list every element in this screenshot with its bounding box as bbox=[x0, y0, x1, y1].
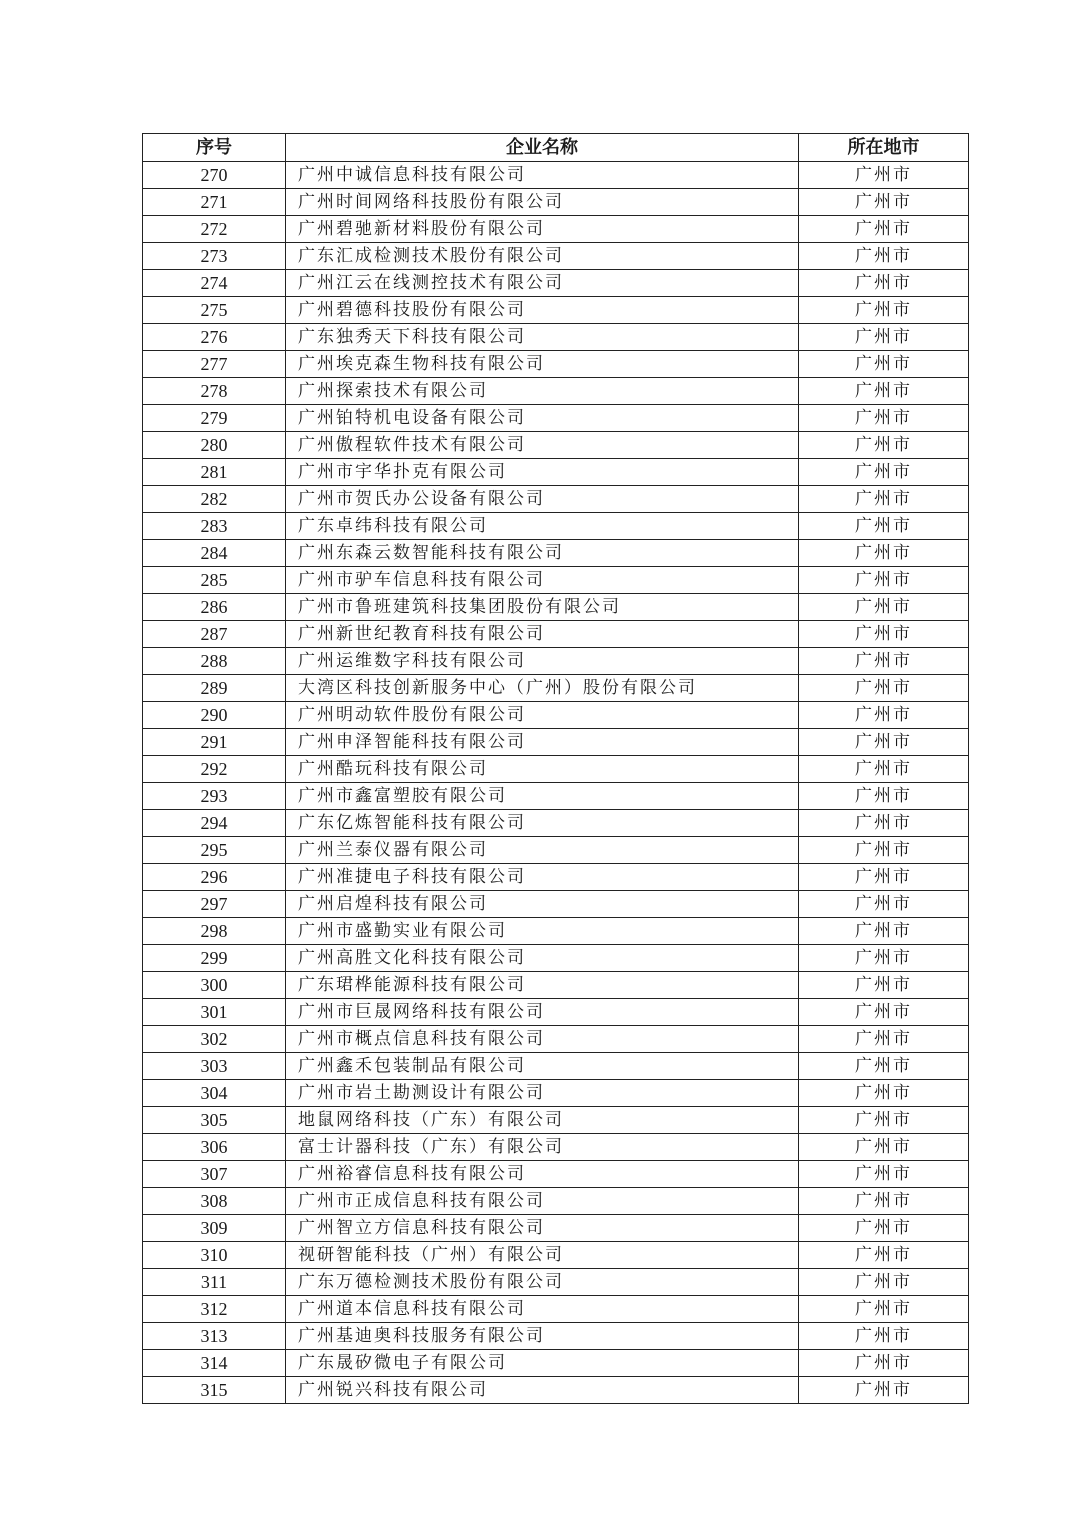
row-city: 广州市 bbox=[799, 648, 969, 675]
table-row bbox=[143, 297, 969, 324]
row-city: 广州市 bbox=[799, 1026, 969, 1053]
row-index: 271 bbox=[143, 189, 286, 216]
row-index: 294 bbox=[143, 810, 286, 837]
table-row bbox=[143, 432, 969, 459]
row-company-name: 广州裕睿信息科技有限公司 bbox=[286, 1161, 799, 1188]
table-row bbox=[143, 189, 969, 216]
company-list-table bbox=[142, 133, 969, 1404]
row-index: 299 bbox=[143, 945, 286, 972]
row-index: 289 bbox=[143, 675, 286, 702]
table-row bbox=[143, 540, 969, 567]
row-company-name: 广州碧德科技股份有限公司 bbox=[286, 297, 799, 324]
table-row bbox=[143, 1350, 969, 1377]
row-city: 广州市 bbox=[799, 810, 969, 837]
row-company-name: 广州兰泰仪器有限公司 bbox=[286, 837, 799, 864]
row-city: 广州市 bbox=[799, 594, 969, 621]
row-city: 广州市 bbox=[799, 837, 969, 864]
table-row bbox=[143, 486, 969, 513]
row-city: 广州市 bbox=[799, 459, 969, 486]
row-index: 305 bbox=[143, 1107, 286, 1134]
row-company-name: 广州鑫禾包装制品有限公司 bbox=[286, 1053, 799, 1080]
table-row bbox=[143, 1107, 969, 1134]
row-company-name: 广州酷玩科技有限公司 bbox=[286, 756, 799, 783]
header-index: 序号 bbox=[143, 134, 286, 162]
row-index: 295 bbox=[143, 837, 286, 864]
row-index: 276 bbox=[143, 324, 286, 351]
row-company-name: 广州铂特机电设备有限公司 bbox=[286, 405, 799, 432]
row-city: 广州市 bbox=[799, 1323, 969, 1350]
row-city: 广州市 bbox=[799, 162, 969, 189]
row-index: 297 bbox=[143, 891, 286, 918]
row-city: 广州市 bbox=[799, 1296, 969, 1323]
table-row bbox=[143, 621, 969, 648]
table-row bbox=[143, 1242, 969, 1269]
row-city: 广州市 bbox=[799, 1269, 969, 1296]
table-row bbox=[143, 459, 969, 486]
header-company-name: 企业名称 bbox=[286, 134, 799, 162]
row-index: 313 bbox=[143, 1323, 286, 1350]
row-city: 广州市 bbox=[799, 729, 969, 756]
row-company-name: 广州锐兴科技有限公司 bbox=[286, 1377, 799, 1404]
row-index: 292 bbox=[143, 756, 286, 783]
table-row bbox=[143, 1026, 969, 1053]
row-city: 广州市 bbox=[799, 783, 969, 810]
table-row bbox=[143, 1296, 969, 1323]
table-row bbox=[143, 162, 969, 189]
row-city: 广州市 bbox=[799, 918, 969, 945]
row-index: 303 bbox=[143, 1053, 286, 1080]
table-row bbox=[143, 864, 969, 891]
table-row bbox=[143, 1269, 969, 1296]
row-city: 广州市 bbox=[799, 189, 969, 216]
row-index: 291 bbox=[143, 729, 286, 756]
table-row bbox=[143, 351, 969, 378]
row-city: 广州市 bbox=[799, 621, 969, 648]
table-row bbox=[143, 1161, 969, 1188]
row-city: 广州市 bbox=[799, 513, 969, 540]
row-company-name: 广州高胜文化科技有限公司 bbox=[286, 945, 799, 972]
row-city: 广州市 bbox=[799, 216, 969, 243]
row-index: 290 bbox=[143, 702, 286, 729]
row-city: 广州市 bbox=[799, 891, 969, 918]
row-index: 304 bbox=[143, 1080, 286, 1107]
row-index: 307 bbox=[143, 1161, 286, 1188]
row-city: 广州市 bbox=[799, 432, 969, 459]
row-index: 298 bbox=[143, 918, 286, 945]
row-city: 广州市 bbox=[799, 1161, 969, 1188]
row-city: 广州市 bbox=[799, 378, 969, 405]
row-company-name: 广东珺桦能源科技有限公司 bbox=[286, 972, 799, 999]
row-index: 286 bbox=[143, 594, 286, 621]
row-city: 广州市 bbox=[799, 1134, 969, 1161]
row-city: 广州市 bbox=[799, 1080, 969, 1107]
table-row bbox=[143, 1134, 969, 1161]
table-row bbox=[143, 675, 969, 702]
table-row bbox=[143, 729, 969, 756]
table-row bbox=[143, 891, 969, 918]
table-row bbox=[143, 1080, 969, 1107]
row-city: 广州市 bbox=[799, 999, 969, 1026]
table-row bbox=[143, 702, 969, 729]
table-row bbox=[143, 756, 969, 783]
row-index: 301 bbox=[143, 999, 286, 1026]
row-company-name: 广州明动软件股份有限公司 bbox=[286, 702, 799, 729]
row-city: 广州市 bbox=[799, 567, 969, 594]
row-index: 300 bbox=[143, 972, 286, 999]
row-city: 广州市 bbox=[799, 540, 969, 567]
row-company-name: 广州东森云数智能科技有限公司 bbox=[286, 540, 799, 567]
row-city: 广州市 bbox=[799, 702, 969, 729]
row-company-name: 广州市鑫富塑胶有限公司 bbox=[286, 783, 799, 810]
row-company-name: 广东卓纬科技有限公司 bbox=[286, 513, 799, 540]
row-index: 310 bbox=[143, 1242, 286, 1269]
row-index: 275 bbox=[143, 297, 286, 324]
table-row bbox=[143, 270, 969, 297]
row-city: 广州市 bbox=[799, 486, 969, 513]
row-company-name: 广州市正成信息科技有限公司 bbox=[286, 1188, 799, 1215]
row-index: 277 bbox=[143, 351, 286, 378]
row-city: 广州市 bbox=[799, 1377, 969, 1404]
row-company-name: 广州市宇华扑克有限公司 bbox=[286, 459, 799, 486]
row-company-name: 地鼠网络科技（广东）有限公司 bbox=[286, 1107, 799, 1134]
row-company-name: 大湾区科技创新服务中心（广州）股份有限公司 bbox=[286, 675, 799, 702]
table-body bbox=[143, 162, 969, 1404]
table-row bbox=[143, 594, 969, 621]
row-city: 广州市 bbox=[799, 1215, 969, 1242]
row-index: 311 bbox=[143, 1269, 286, 1296]
table-row bbox=[143, 243, 969, 270]
table-row bbox=[143, 945, 969, 972]
table-row bbox=[143, 405, 969, 432]
row-company-name: 广州市贺氏办公设备有限公司 bbox=[286, 486, 799, 513]
row-city: 广州市 bbox=[799, 1107, 969, 1134]
row-company-name: 广州江云在线测控技术有限公司 bbox=[286, 270, 799, 297]
row-index: 296 bbox=[143, 864, 286, 891]
row-company-name: 广州市概点信息科技有限公司 bbox=[286, 1026, 799, 1053]
row-city: 广州市 bbox=[799, 1242, 969, 1269]
row-index: 293 bbox=[143, 783, 286, 810]
row-index: 284 bbox=[143, 540, 286, 567]
row-index: 279 bbox=[143, 405, 286, 432]
row-company-name: 广州时间网络科技股份有限公司 bbox=[286, 189, 799, 216]
row-company-name: 广州埃克森生物科技有限公司 bbox=[286, 351, 799, 378]
row-index: 302 bbox=[143, 1026, 286, 1053]
table-row bbox=[143, 216, 969, 243]
row-index: 314 bbox=[143, 1350, 286, 1377]
row-index: 306 bbox=[143, 1134, 286, 1161]
row-company-name: 广州市驴车信息科技有限公司 bbox=[286, 567, 799, 594]
row-index: 285 bbox=[143, 567, 286, 594]
row-city: 广州市 bbox=[799, 1053, 969, 1080]
table-row bbox=[143, 918, 969, 945]
table-row bbox=[143, 837, 969, 864]
row-index: 315 bbox=[143, 1377, 286, 1404]
row-index: 308 bbox=[143, 1188, 286, 1215]
row-company-name: 广州新世纪教育科技有限公司 bbox=[286, 621, 799, 648]
header-city: 所在地市 bbox=[799, 134, 969, 162]
row-company-name: 广东万德检测技术股份有限公司 bbox=[286, 1269, 799, 1296]
row-company-name: 广州启煌科技有限公司 bbox=[286, 891, 799, 918]
row-index: 282 bbox=[143, 486, 286, 513]
row-city: 广州市 bbox=[799, 675, 969, 702]
row-city: 广州市 bbox=[799, 324, 969, 351]
table-row bbox=[143, 783, 969, 810]
row-company-name: 广东独秀天下科技有限公司 bbox=[286, 324, 799, 351]
table-row bbox=[143, 972, 969, 999]
row-company-name: 广州探索技术有限公司 bbox=[286, 378, 799, 405]
row-city: 广州市 bbox=[799, 864, 969, 891]
row-city: 广州市 bbox=[799, 756, 969, 783]
row-city: 广州市 bbox=[799, 270, 969, 297]
row-index: 312 bbox=[143, 1296, 286, 1323]
row-index: 272 bbox=[143, 216, 286, 243]
row-company-name: 广州中诚信息科技有限公司 bbox=[286, 162, 799, 189]
table-row bbox=[143, 1053, 969, 1080]
table-row bbox=[143, 1215, 969, 1242]
row-company-name: 广州运维数字科技有限公司 bbox=[286, 648, 799, 675]
row-city: 广州市 bbox=[799, 1188, 969, 1215]
row-city: 广州市 bbox=[799, 405, 969, 432]
row-index: 270 bbox=[143, 162, 286, 189]
row-company-name: 广东晟矽微电子有限公司 bbox=[286, 1350, 799, 1377]
table-row bbox=[143, 1323, 969, 1350]
row-company-name: 广州市鲁班建筑科技集团股份有限公司 bbox=[286, 594, 799, 621]
row-city: 广州市 bbox=[799, 243, 969, 270]
row-company-name: 广州市巨晟网络科技有限公司 bbox=[286, 999, 799, 1026]
row-city: 广州市 bbox=[799, 1350, 969, 1377]
row-index: 283 bbox=[143, 513, 286, 540]
row-company-name: 广州申泽智能科技有限公司 bbox=[286, 729, 799, 756]
table-row bbox=[143, 513, 969, 540]
table-header-row bbox=[143, 134, 969, 162]
table-row bbox=[143, 324, 969, 351]
row-company-name: 广东亿炼智能科技有限公司 bbox=[286, 810, 799, 837]
row-index: 287 bbox=[143, 621, 286, 648]
row-company-name: 广州准捷电子科技有限公司 bbox=[286, 864, 799, 891]
row-index: 288 bbox=[143, 648, 286, 675]
row-company-name: 广州道本信息科技有限公司 bbox=[286, 1296, 799, 1323]
table-row bbox=[143, 1188, 969, 1215]
row-company-name: 广州碧驰新材料股份有限公司 bbox=[286, 216, 799, 243]
row-company-name: 广州市盛勤实业有限公司 bbox=[286, 918, 799, 945]
row-index: 278 bbox=[143, 378, 286, 405]
row-index: 274 bbox=[143, 270, 286, 297]
row-index: 281 bbox=[143, 459, 286, 486]
row-index: 273 bbox=[143, 243, 286, 270]
row-company-name: 广东汇成检测技术股份有限公司 bbox=[286, 243, 799, 270]
row-company-name: 广州基迪奥科技服务有限公司 bbox=[286, 1323, 799, 1350]
row-company-name: 视研智能科技（广州）有限公司 bbox=[286, 1242, 799, 1269]
row-index: 309 bbox=[143, 1215, 286, 1242]
table-row bbox=[143, 378, 969, 405]
table-row bbox=[143, 648, 969, 675]
table-row bbox=[143, 1377, 969, 1404]
row-city: 广州市 bbox=[799, 972, 969, 999]
row-company-name: 广州市岩土勘测设计有限公司 bbox=[286, 1080, 799, 1107]
table-row bbox=[143, 810, 969, 837]
row-city: 广州市 bbox=[799, 351, 969, 378]
row-index: 280 bbox=[143, 432, 286, 459]
row-city: 广州市 bbox=[799, 297, 969, 324]
row-company-name: 广州傲程软件技术有限公司 bbox=[286, 432, 799, 459]
row-city: 广州市 bbox=[799, 945, 969, 972]
table-row bbox=[143, 567, 969, 594]
row-company-name: 广州智立方信息科技有限公司 bbox=[286, 1215, 799, 1242]
row-company-name: 富士计器科技（广东）有限公司 bbox=[286, 1134, 799, 1161]
table-row bbox=[143, 999, 969, 1026]
